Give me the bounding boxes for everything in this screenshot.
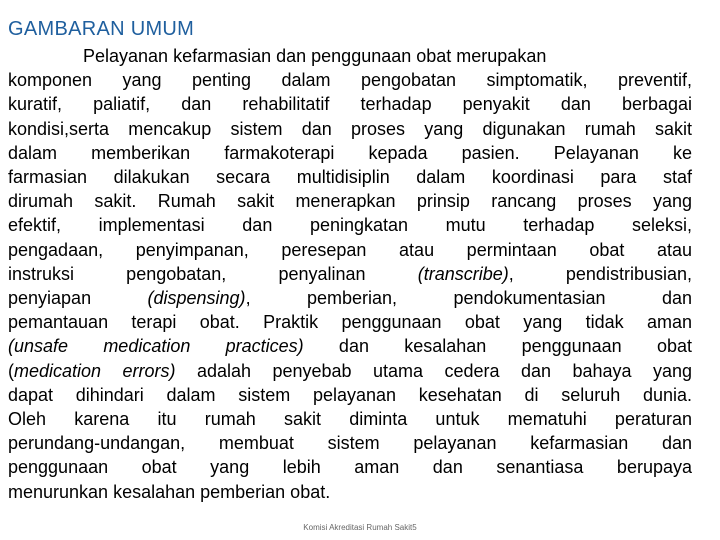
paragraph-line: komponen yang penting dalam pengobatan simptomatik, preventif, — [8, 70, 692, 91]
paragraph-line: perundang-undangan, membuat sistem pelayanan kefarmasian dan — [8, 433, 692, 454]
paragraph-line: kondisi,serta mencakup sistem dan proses yang digunakan rumah sakit — [8, 118, 692, 139]
paragraph-line: dirumah sakit. Rumah sakit menerapkan prinsip rancang proses yang — [8, 191, 692, 212]
text-run: adalah penyebab utama cedera dan bahaya yang — [175, 360, 692, 381]
paragraph-line — [8, 286, 692, 310]
paragraph-line: pemantauan terapi obat. Praktik penggunaan obat yang tidak aman — [8, 312, 692, 333]
paragraph-line: dapat dihindari dalam sistem pelayanan kesehatan di seluruh dunia. — [8, 384, 692, 405]
italic-term: (unsafe medication practices) — [8, 336, 304, 357]
italic-term: (transcribe) — [417, 263, 509, 284]
text-run: penyiapan — [8, 288, 148, 309]
slide-title: GAMBARAN UMUM — [8, 18, 195, 40]
text-run: , pendistribusian, — [508, 263, 692, 284]
paragraph-line: Oleh karena itu rumah sakit diminta untuk mematuhi peraturan — [8, 409, 692, 430]
paragraph-line: pengadaan, penyimpanan, peresepan atau permintaan obat atau — [8, 239, 692, 260]
paragraph-line: menurunkan kesalahan pemberian obat. — [8, 481, 331, 502]
paragraph-line — [8, 262, 692, 286]
paragraph-line — [8, 359, 692, 383]
body-paragraph — [8, 44, 692, 504]
paragraph-line: Pelayanan kefarmasian dan penggunaan obat merupakan — [83, 46, 547, 66]
paragraph-line: kuratif, paliatif, dan rehabilitatif terhadap penyakit dan berbagai — [8, 94, 692, 115]
paragraph-line: penggunaan obat yang lebih aman dan senantiasa berupaya — [8, 457, 692, 478]
italic-term: (dispensing) — [147, 288, 246, 309]
text-run: , pemberian, pendokumentasian dan — [245, 288, 693, 309]
footer-text: Komisi Akreditasi Rumah Sakit5 — [303, 523, 417, 532]
paragraph-line: efektif, implementasi dan peningkatan mutu terhadap seleksi, — [8, 215, 692, 236]
italic-term: medication errors) — [14, 360, 176, 381]
text-run: dan kesalahan penggunaan obat — [303, 336, 692, 357]
text-run: instruksi pengobatan, penyalinan — [8, 263, 418, 284]
paragraph-line: farmasian dilakukan secara multidisiplin dalam koordinasi para staf — [8, 167, 692, 188]
paragraph-line — [8, 334, 692, 358]
paragraph-line: dalam memberikan farmakoterapi kepada pasien. Pelayanan ke — [8, 142, 692, 163]
text-run: ( — [8, 360, 14, 381]
